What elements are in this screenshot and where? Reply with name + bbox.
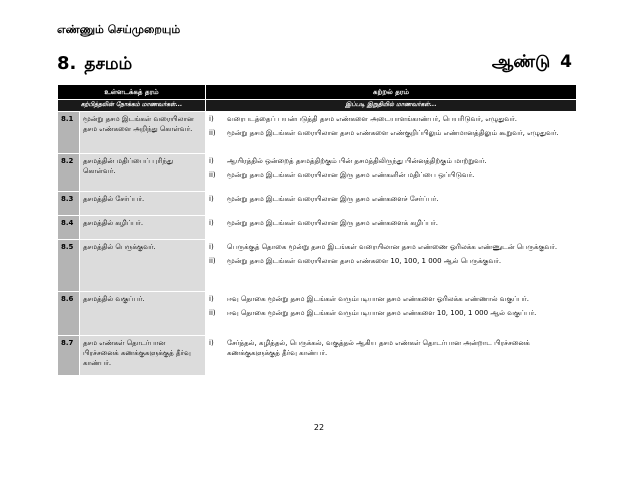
table-row <box>58 335 577 375</box>
learning-standard-item <box>209 242 573 252</box>
learning-standards <box>206 291 577 335</box>
content-standard: தசமத்தில் சேர்ப்பர். <box>80 191 206 215</box>
item-marker: ii) <box>209 256 216 265</box>
year-heading <box>492 52 572 74</box>
item-text: பெருக்குத் தொகை மூன்று தசம இடங்கள் வரையிலான தசம எண்ணை ஓரிலக்க எண்ணுடன் பெருக்குவர். <box>227 242 558 251</box>
item-marker: i) <box>209 194 214 203</box>
item-marker: ii) <box>209 170 216 179</box>
learning-standard-item <box>209 218 573 228</box>
table-row <box>58 191 577 215</box>
learning-standards <box>206 239 577 291</box>
page-number: 22 <box>313 423 325 432</box>
item-text: மூன்று தசம இடங்கள் வரையிலான தசம எண்களை 10, 100, 1 000 ஆல் பெருக்குவர். <box>227 256 502 265</box>
year-label: ஆண்டு <box>491 52 551 72</box>
learning-standards <box>206 215 577 239</box>
content-standard: தசம எண்கள் தொடர்பான பிரச்சனைக் கணக்குகளுக்குத் தீர்வு காண்பர். <box>80 335 206 375</box>
item-text: ஈவு தொகை மூன்று தசம இடங்கள் வரும்படியான தசம எண்களை 10, 100, 1 000 ஆல் வகுப்பர். <box>227 308 537 317</box>
table-row <box>58 291 577 335</box>
chapter-title: தசமம் <box>84 54 133 74</box>
learning-standards <box>206 111 577 153</box>
year-number: 4 <box>560 52 572 72</box>
learning-standards <box>206 335 577 375</box>
learning-standard-item <box>209 170 573 180</box>
item-text: மூன்று தசம இடங்கள் வரையிலான இரு தசம எண்களைக் கழிப்பர். <box>227 218 439 227</box>
item-marker: i) <box>209 294 214 303</box>
table-row <box>58 239 577 291</box>
learning-standard-item <box>209 194 573 204</box>
standard-number: 8.7 <box>58 335 80 375</box>
curriculum-table <box>57 84 577 376</box>
item-text: ஆயிரத்தில் ஒன்றைத் தசமத்திற்கும் பின் தசமத்திலிருந்து பின்னத்திற்கும் மாற்றுவர். <box>227 156 487 165</box>
item-marker: i) <box>209 218 214 227</box>
table-row <box>58 153 577 191</box>
content-standard: தசமத்தில் பெருக்குவர். <box>80 239 206 291</box>
content-standard-header: உள்ளடக்கத் தரம் <box>58 85 206 100</box>
learning-standard-item <box>209 114 573 124</box>
document-subject: எண்ணும் செய்முறையும் <box>57 23 181 36</box>
learning-standard-item <box>209 128 573 138</box>
item-marker: i) <box>209 156 214 165</box>
content-standard: மூன்று தசம இடங்கள் வரையிலான தசம எண்களை அறிந்து கொள்வர். <box>80 111 206 153</box>
content-standard: தசமத்தில் கழிப்பர். <box>80 215 206 239</box>
item-marker: ii) <box>209 308 216 317</box>
item-text: மூன்று தசம இடங்கள் வரையிலான இரு தசம எண்களைச் சேர்ப்பர். <box>227 194 439 203</box>
item-marker: i) <box>209 242 214 251</box>
item-text: சேர்த்தல், கழித்தல், பெருக்கல், வகுத்தல் ஆகிய தசம எண்கள் தொடர்பான அன்றாட பிரச்சனைக் கணக்குகளுக்குத் தீர்வு காண்பர். <box>227 338 530 357</box>
learning-standards <box>206 153 577 191</box>
learning-standard-item <box>209 156 573 166</box>
table-row <box>58 111 577 153</box>
learning-standard-header: கற்றல் தரம் <box>206 85 577 100</box>
table-header-row <box>58 85 577 100</box>
learning-standard-item <box>209 294 573 304</box>
standard-number: 8.3 <box>58 191 80 215</box>
learning-standards <box>206 191 577 215</box>
item-marker: i) <box>209 114 214 123</box>
learning-standard-item <box>209 308 573 318</box>
item-text: வரைபடத்தைப் பயன்படுத்தி தசம எண்களை அடையாளங்காண்பர், பெயரிடுவர், எழுதுவர். <box>227 114 517 123</box>
standard-number: 8.4 <box>58 215 80 239</box>
table-subheader-row <box>58 100 577 112</box>
item-text: மூன்று தசம இடங்கள் வரையிலான தசம எண்களை எண்குறிப்பிலும் எண்மானத்திலும் கூறுவர், எழுதுவர். <box>227 128 559 137</box>
learning-standard-item <box>209 338 573 358</box>
table-row <box>58 215 577 239</box>
standard-number: 8.1 <box>58 111 80 153</box>
chapter-number: 8. <box>57 53 77 74</box>
content-standard: தசமத்தின் மதிப்பைப் புரிந்து கொள்வர். <box>80 153 206 191</box>
chapter-heading <box>57 53 132 76</box>
item-marker: ii) <box>209 128 216 137</box>
learning-standard-subheader: இப்படி இறுதியில் மாணவர்கள்... <box>206 100 577 112</box>
learning-standard-item <box>209 256 573 266</box>
standard-number: 8.2 <box>58 153 80 191</box>
standard-number: 8.5 <box>58 239 80 291</box>
content-standard-subheader: கற்பித்தலின் நோக்கம் மாணவர்கள்... <box>58 100 206 112</box>
content-standard: தசமத்தில் வகுப்பர். <box>80 291 206 335</box>
standard-number: 8.6 <box>58 291 80 335</box>
item-marker: i) <box>209 338 214 347</box>
item-text: மூன்று தசம இடங்கள் வரையிலான இரு தசம எண்களின் மதிப்பை ஒப்பிடுவர். <box>227 170 475 179</box>
item-text: ஈவு தொகை மூன்று தசம இடங்கள் வரும்படியான தசம எண்களை ஓரிலக்க எண்ணால் வகுப்பர். <box>227 294 529 303</box>
